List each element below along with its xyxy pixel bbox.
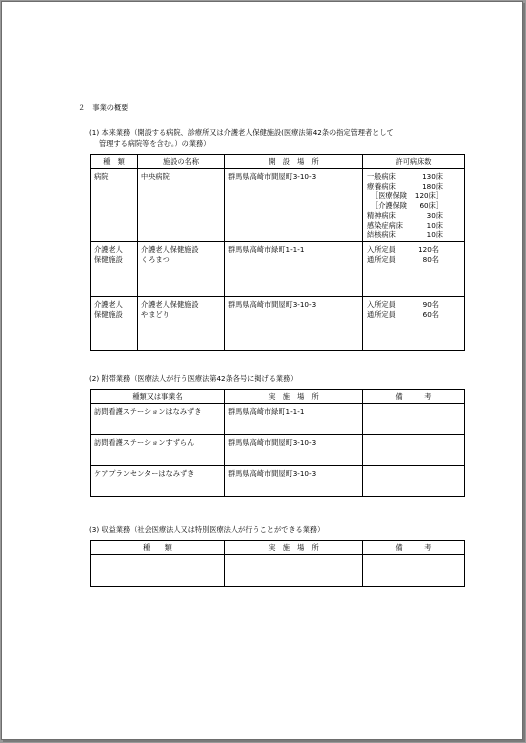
- facility-location: 群馬県高崎市間屋町3-10-3: [225, 169, 363, 242]
- business-name: ケアプランセンターはなみずき: [91, 466, 225, 497]
- business-location: [225, 555, 363, 587]
- capacity-item: 一般病床 130床: [367, 172, 443, 181]
- facility-type: 病院: [91, 169, 138, 242]
- capacity-item: 通所定員 80名: [367, 254, 439, 264]
- capacity-item: 入所定員 90名: [367, 300, 439, 309]
- table-row: [91, 169, 465, 242]
- table-row: [91, 242, 465, 297]
- business-note: [363, 435, 465, 466]
- column-header: 種 類: [91, 155, 138, 169]
- column-header: 許可病床数: [363, 155, 465, 169]
- capacity-item: 感染症病床 10床: [367, 220, 443, 230]
- column-header: 種類又は事業名: [91, 390, 225, 404]
- column-header: 種 類: [91, 541, 225, 555]
- profit-business-table: [90, 540, 465, 587]
- table-header-row: [91, 541, 465, 555]
- bed-capacity-cell: [363, 242, 465, 297]
- column-header: 施設の名称: [138, 155, 225, 169]
- table-row: [91, 466, 465, 497]
- table-row: [91, 435, 465, 466]
- ancillary-business-table: [90, 389, 465, 497]
- main-business-heading-line2: 管理する病院等を含む。）の業務）: [99, 139, 211, 148]
- business-name: 訪問看護ステーションすずらん: [91, 435, 225, 466]
- bed-capacity-cell: [363, 169, 465, 242]
- capacity-item: 結核病床 10床: [367, 230, 443, 240]
- facility-location: 群馬県高崎市緑町1-1-1: [225, 242, 363, 297]
- column-header: 実 施 場 所: [225, 541, 363, 555]
- facility-name: 介護老人保健施設 くろまつ: [138, 242, 225, 297]
- document-page: [1, 1, 523, 740]
- facility-location: 群馬県高崎市間屋町3-10-3: [225, 297, 363, 351]
- facility-type: 介護老人 保健施設: [91, 297, 138, 351]
- business-type: [91, 555, 225, 587]
- business-note: [363, 555, 465, 587]
- capacity-item: 精神病床 30床: [367, 210, 443, 220]
- facility-name: 中央病院: [138, 169, 225, 242]
- column-header: 開 設 場 所: [225, 155, 363, 169]
- bed-capacity-list: [367, 172, 443, 240]
- section-title: ２ 事業の概要: [78, 103, 129, 112]
- profit-business-heading: (3) 収益業務（社会医療法人又は特別医療法人が行うことができる業務）: [89, 525, 325, 534]
- capacity-item: 通所定員 60名: [367, 309, 439, 319]
- business-name: 訪問看護ステーションはなみずき: [91, 404, 225, 435]
- column-header: 備 考: [363, 541, 465, 555]
- bed-capacity-list: [367, 245, 439, 264]
- ancillary-business-heading: (2) 附帯業務（医療法人が行う医療法第42条各号に掲げる業務）: [89, 374, 298, 383]
- main-business-table: [90, 154, 465, 351]
- column-header: 備 考: [363, 390, 465, 404]
- business-note: [363, 404, 465, 435]
- table-header-row: [91, 155, 465, 169]
- main-business-heading-line1: (1) 本来業務（開設する病院、診療所又は介護老人保健施設(医療法第42条の指定管理者として: [89, 128, 394, 137]
- capacity-item: ［介護保険 60床］: [371, 201, 443, 211]
- table-row: [91, 404, 465, 435]
- business-location: 群馬県高崎市緑町1-1-1: [225, 404, 363, 435]
- business-location: 群馬県高崎市間屋町3-10-3: [225, 435, 363, 466]
- capacity-item: 入所定員 120名: [367, 245, 439, 254]
- bed-capacity-cell: [363, 297, 465, 351]
- table-row: [91, 555, 465, 587]
- business-location: 群馬県高崎市間屋町3-10-3: [225, 466, 363, 497]
- capacity-item: 療養病床 180床: [367, 181, 443, 191]
- bed-capacity-list: [367, 300, 439, 319]
- facility-name: 介護老人保健施設 やまどり: [138, 297, 225, 351]
- table-row: [91, 297, 465, 351]
- table-header-row: [91, 390, 465, 404]
- capacity-item: ［医療保険 120床］: [371, 191, 443, 201]
- facility-type: 介護老人 保健施設: [91, 242, 138, 297]
- column-header: 実 施 場 所: [225, 390, 363, 404]
- business-note: [363, 466, 465, 497]
